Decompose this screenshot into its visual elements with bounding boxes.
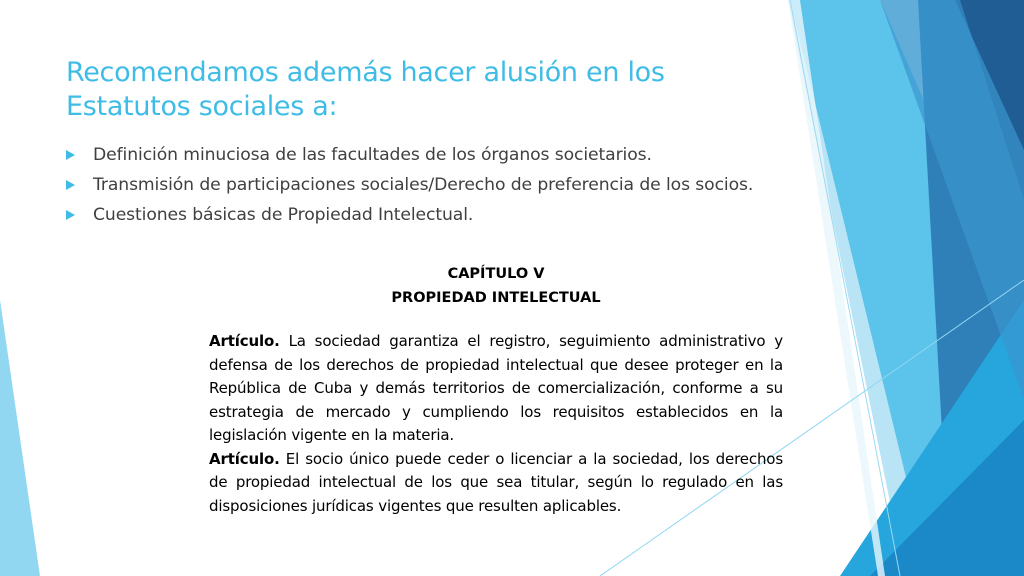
- bullet-text: Cuestiones básicas de Propiedad Intelectual.: [93, 205, 474, 225]
- bullet-item: [66, 204, 786, 227]
- triangle-bullet-icon: [66, 210, 75, 220]
- slide-title: Recomendamos además hacer alusión en los Estatutos sociales a:: [66, 57, 665, 122]
- article-paragraph: [209, 448, 783, 519]
- chapter-name: PROPIEDAD INTELECTUAL: [391, 290, 601, 306]
- triangle-bullet-icon: [66, 150, 75, 160]
- bullet-item: [66, 144, 786, 167]
- chapter-number: CAPÍTULO V: [447, 266, 545, 282]
- bullet-text: Definición minuciosa de las facultades de los órganos societarios.: [93, 145, 652, 165]
- article-label: Artículo.: [209, 449, 280, 468]
- article-label: Artículo.: [209, 332, 280, 350]
- triangle-bullet-icon: [66, 180, 75, 190]
- chapter-heading: [300, 262, 692, 310]
- article-text: El socio único puede ceder o licenciar a la sociedad, los derechos de propiedad intelectual de los que sea titular, según lo regulado en las disposiciones jurídicas vigentes que resulten aplicables.: [209, 449, 784, 515]
- articles-block: [209, 330, 783, 518]
- article-paragraph: [209, 330, 783, 448]
- article-text: La sociedad garantiza el registro, seguimiento administrativo y defensa de los derechos de propiedad intelectual que desee proteger en la República de Cuba y demás territorios de comercialización, conforme a su estrategia de mercado y cumpliendo los requisitos establecidos en la legislación vigente en la materia.: [209, 332, 783, 444]
- bullet-item: [66, 174, 786, 197]
- bullet-text: Transmisión de participaciones sociales/Derecho de preferencia de los socios.: [93, 175, 754, 195]
- bullet-list: [66, 144, 786, 234]
